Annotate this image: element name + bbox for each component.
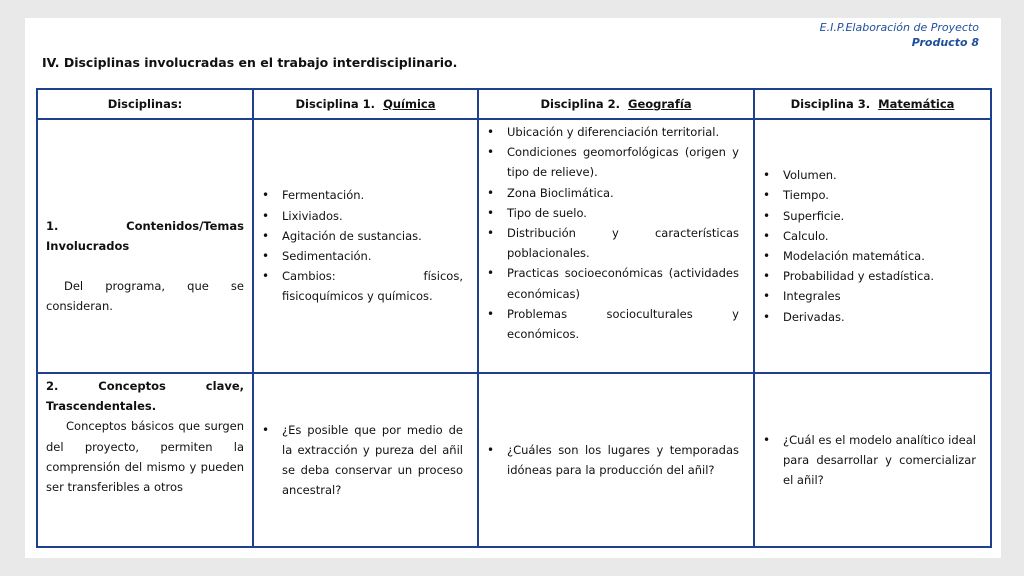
disciplines-table — [36, 88, 992, 548]
table-row — [37, 119, 991, 373]
row2-subtitle: Conceptos básicos que surgen del proyecto, permiten la comprensión del mismo y pueden ser transferibles a otros — [46, 419, 244, 495]
list-item: • Condiciones geomorfológicas (origen y tipo de relieve). — [507, 142, 739, 182]
row1-geografia-cell — [478, 119, 754, 373]
matematica-topics-list — [755, 165, 990, 327]
list-item: • Derivadas. — [783, 307, 976, 327]
quimica-question-list — [254, 420, 477, 501]
list-item: • Fermentación. — [282, 185, 463, 205]
list-item: • Probabilidad y estadística. — [783, 266, 976, 286]
row1-quimica-cell — [253, 119, 478, 373]
matematica-question-list — [755, 430, 990, 491]
list-item: • ¿Cuáles son los lugares y temporadas idóneas para la producción del añil? — [507, 440, 739, 480]
list-item: • Integrales — [783, 286, 976, 306]
header-disciplinas: Disciplinas: — [37, 89, 253, 119]
list-item: • Volumen. — [783, 165, 976, 185]
list-item: • ¿Cuál es el modelo analítico ideal para desarrollar y comercializar el añil? — [783, 430, 976, 491]
header-disciplina-3: Disciplina 3. Matemática — [754, 89, 991, 119]
header-block — [820, 20, 979, 50]
list-item: • Sedimentación. — [282, 246, 463, 266]
section-title: IV. Disciplinas involucradas en el trabajo interdisciplinario. — [42, 55, 458, 70]
header-disciplina-2: Disciplina 2. Geografía — [478, 89, 754, 119]
header-disciplina-1: Disciplina 1. Química — [253, 89, 478, 119]
row2-matematica-cell — [754, 373, 991, 547]
row2-label-cell — [37, 373, 253, 547]
geografia-question-list — [479, 440, 753, 480]
row1-label-cell — [37, 119, 253, 373]
list-item: • Distribución y características poblacionales. — [507, 223, 739, 263]
list-item: • Calculo. — [783, 226, 976, 246]
header-row — [37, 89, 991, 119]
list-item: • Zona Bioclimática. — [507, 183, 739, 203]
list-item: • Problemas socioculturales y económicos. — [507, 304, 739, 344]
row2-geografia-cell — [478, 373, 754, 547]
header-product: Producto 8 — [911, 36, 979, 49]
header-subject: E.I.P.Elaboración de Proyecto — [819, 21, 979, 34]
list-item: • Tipo de suelo. — [507, 203, 739, 223]
list-item: • Tiempo. — [783, 185, 976, 205]
row1-title: 1. Contenidos/Temas Involucrados — [46, 218, 244, 253]
list-item: • Ubicación y diferenciación territorial. — [507, 122, 739, 142]
list-item: • Cambios: físicos, fisicoquímicos y químicos. — [282, 266, 463, 306]
list-item: • Lixiviados. — [282, 206, 463, 226]
row1-matematica-cell — [754, 119, 991, 373]
quimica-topics-list — [254, 185, 477, 306]
slide — [25, 18, 1001, 558]
row2-title: 2. Conceptos clave, Trascendentales. — [46, 379, 244, 414]
list-item: • ¿Es posible que por medio de la extracción y pureza del añil se deba conservar un proceso ancestral? — [282, 420, 463, 501]
list-item: • Superficie. — [783, 206, 976, 226]
geografia-topics-list — [479, 122, 753, 344]
list-item: • Practicas socioeconómicas (actividades económicas) — [507, 263, 739, 303]
list-item: • Agitación de sustancias. — [282, 226, 463, 246]
row2-quimica-cell — [253, 373, 478, 547]
table-row — [37, 373, 991, 547]
list-item: • Modelación matemática. — [783, 246, 976, 266]
row1-subtitle: Del programa, que se consideran. — [46, 279, 244, 314]
